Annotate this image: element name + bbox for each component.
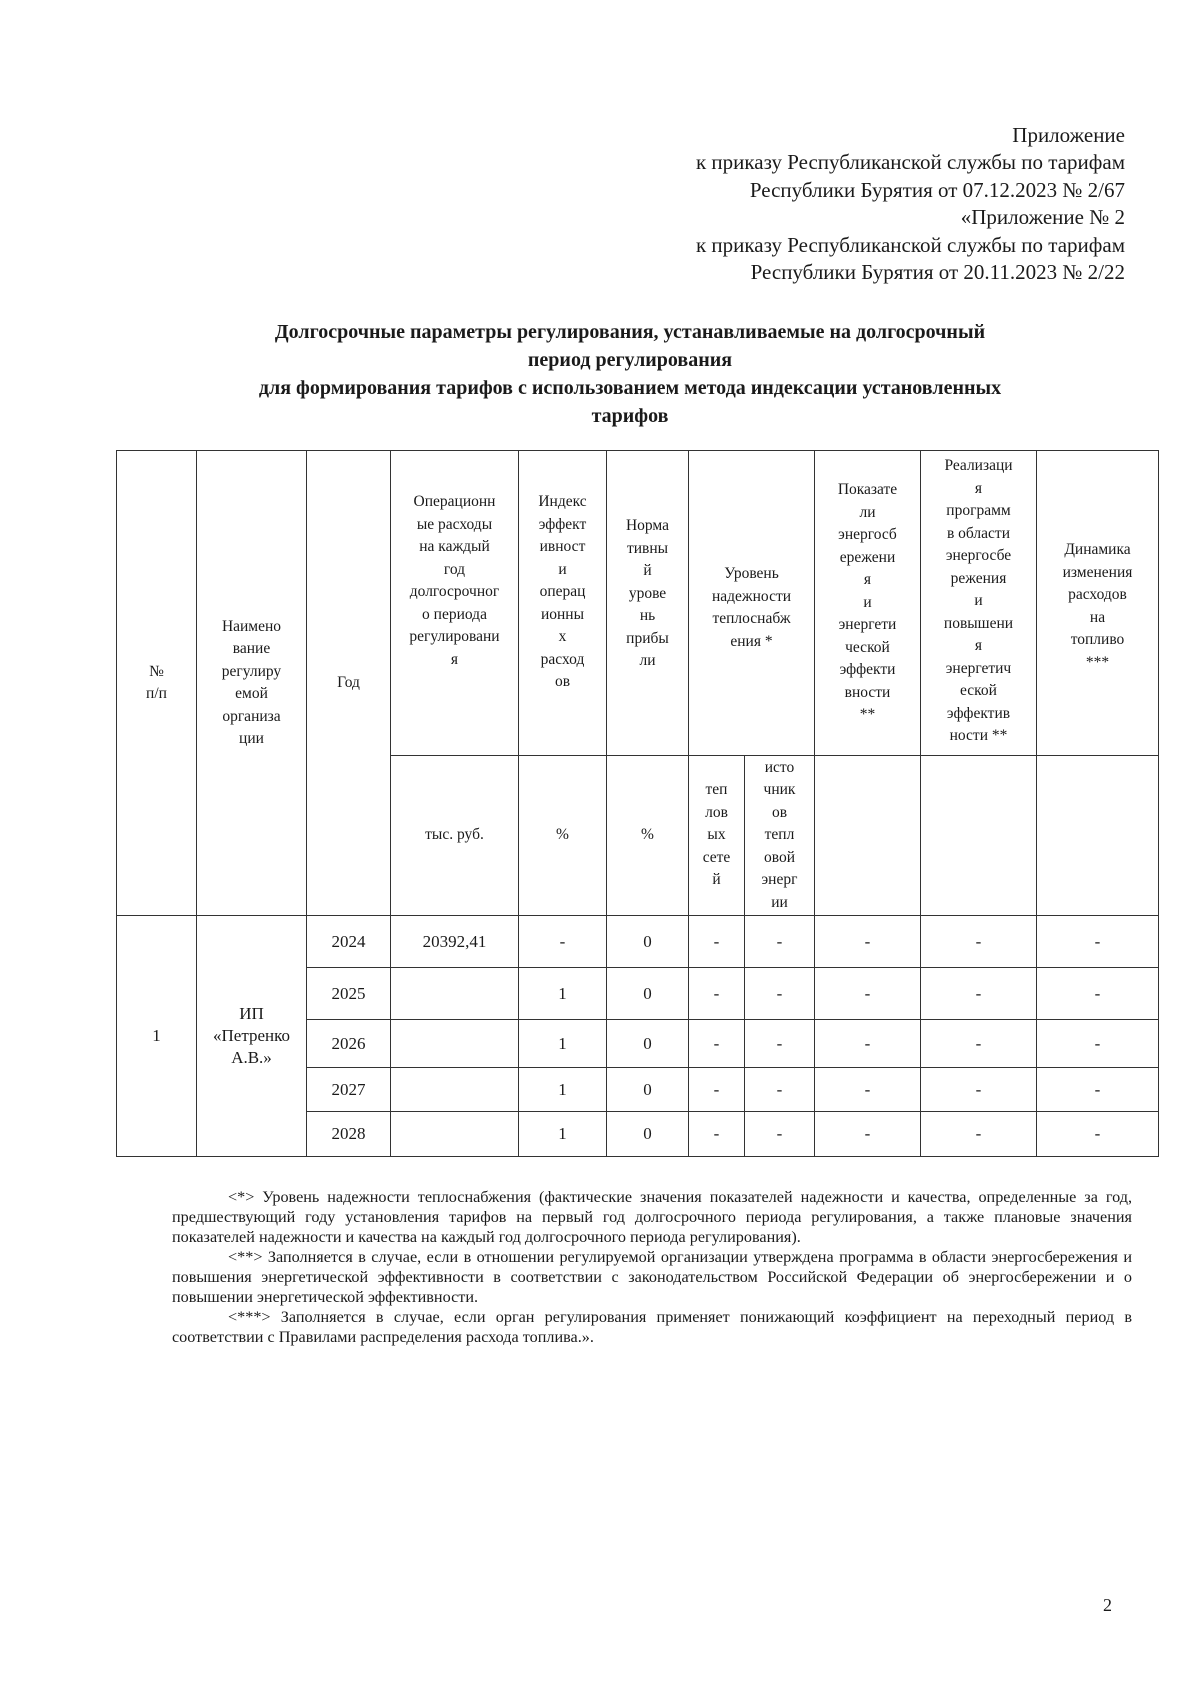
cell-opex: 20392,41 bbox=[391, 916, 519, 968]
unit-eff: % bbox=[519, 756, 607, 916]
cell-profit: 0 bbox=[607, 968, 689, 1020]
header-line: «Приложение № 2 bbox=[960, 205, 1125, 230]
header-program: Реализаци я программ в области энергосбе режения и повышени я энергетич еской эффектив ности ** bbox=[921, 451, 1037, 756]
header-profit-level: Норма тивны й урове нь прибы ли bbox=[607, 451, 689, 756]
cell-program: - bbox=[921, 1020, 1037, 1068]
cell-year: 2024 bbox=[307, 916, 391, 968]
cell-fuel: - bbox=[1037, 916, 1159, 968]
title-line: период регулирования bbox=[527, 349, 733, 371]
cell-program: - bbox=[921, 916, 1037, 968]
footnote: <**> Заполняется в случае, если в отношении регулируемой организации утверждена программа в области энергосбережения и повышения энергетической эффективности в соответствии с законодательством Российской Федерации об энергосбережении и о повышении энергетической эффективности. bbox=[172, 1248, 1132, 1306]
cell-energy: - bbox=[815, 1112, 921, 1157]
cell-eff: 1 bbox=[519, 1020, 607, 1068]
cell-opex bbox=[391, 1068, 519, 1112]
header-line: к приказу Республиканской службы по тарифам bbox=[695, 232, 1125, 257]
cell-program: - bbox=[921, 1068, 1037, 1112]
unit-energy-empty bbox=[815, 756, 921, 916]
cell-fuel: - bbox=[1037, 1020, 1159, 1068]
cell-profit: 0 bbox=[607, 1112, 689, 1157]
cell-src: - bbox=[745, 1068, 815, 1112]
subheader-sources: исто чник ов тепл овой энерг ии bbox=[745, 756, 815, 916]
unit-program-empty bbox=[921, 756, 1037, 916]
cell-fuel: - bbox=[1037, 1068, 1159, 1112]
header-opex: Операционн ые расходы на каждый год долгосрочног о периода регулировани я bbox=[391, 451, 519, 756]
header-line: Приложение bbox=[1012, 123, 1125, 147]
page-number: 2 bbox=[1103, 1595, 1112, 1615]
cell-year: 2027 bbox=[307, 1068, 391, 1112]
unit-opex: тыс. руб. bbox=[391, 756, 519, 916]
header-line: Республики Бурятия от 07.12.2023 № 2/67 bbox=[749, 177, 1125, 202]
header-line: к приказу Республиканской службы по тарифам bbox=[695, 150, 1125, 175]
cell-opex bbox=[391, 968, 519, 1020]
cell-year: 2028 bbox=[307, 1112, 391, 1157]
cell-src: - bbox=[745, 1020, 815, 1068]
unit-profit: % bbox=[607, 756, 689, 916]
cell-opex bbox=[391, 1112, 519, 1157]
cell-src: - bbox=[745, 1112, 815, 1157]
org-number: 1 bbox=[117, 916, 197, 1157]
footnotes bbox=[172, 1187, 1132, 1347]
cell-eff: - bbox=[519, 916, 607, 968]
header-num: № п/п bbox=[117, 451, 197, 916]
parameters-table bbox=[116, 450, 1159, 1157]
header-line: Республики Бурятия от 20.11.2023 № 2/22 bbox=[750, 260, 1125, 285]
cell-program: - bbox=[921, 968, 1037, 1020]
footnote: <*> Уровень надежности теплоснабжения (фактические значения показателей надежности и качества, определенные за год, предшествующий году установления тарифов на первый год долгосрочного периода регулирования, а также плановые значения показателей надежности и качества на каждый год долгосрочного периода регулирования). bbox=[172, 1188, 1132, 1246]
cell-net: - bbox=[689, 1068, 745, 1112]
header-year: Год bbox=[307, 451, 391, 916]
cell-src: - bbox=[745, 968, 815, 1020]
cell-net: - bbox=[689, 1112, 745, 1157]
cell-eff: 1 bbox=[519, 968, 607, 1020]
title-line: тарифов bbox=[591, 405, 669, 427]
appendix-header bbox=[565, 122, 1125, 286]
cell-profit: 0 bbox=[607, 1020, 689, 1068]
cell-profit: 0 bbox=[607, 1068, 689, 1112]
subheader-networks: теп лов ых сете й bbox=[689, 756, 745, 916]
document-title bbox=[160, 318, 1100, 430]
cell-energy: - bbox=[815, 1020, 921, 1068]
header-org-name: Наимено вание регулиру емой организа ции bbox=[197, 451, 307, 916]
cell-eff: 1 bbox=[519, 1068, 607, 1112]
cell-year: 2026 bbox=[307, 1020, 391, 1068]
cell-year: 2025 bbox=[307, 968, 391, 1020]
cell-src: - bbox=[745, 916, 815, 968]
cell-fuel: - bbox=[1037, 968, 1159, 1020]
cell-net: - bbox=[689, 968, 745, 1020]
header-efficiency-index: Индекс эффект ивност и операц ионны х расход ов bbox=[519, 451, 607, 756]
cell-fuel: - bbox=[1037, 1112, 1159, 1157]
cell-net: - bbox=[689, 1020, 745, 1068]
cell-opex bbox=[391, 1020, 519, 1068]
cell-energy: - bbox=[815, 1068, 921, 1112]
org-name: ИП «Петренко А.В.» bbox=[197, 916, 307, 1157]
cell-program: - bbox=[921, 1112, 1037, 1157]
cell-energy: - bbox=[815, 968, 921, 1020]
cell-eff: 1 bbox=[519, 1112, 607, 1157]
title-line: Долгосрочные параметры регулирования, устанавливаемые на долгосрочный bbox=[274, 321, 986, 343]
cell-net: - bbox=[689, 916, 745, 968]
header-fuel-dynamics: Динамика изменения расходов на топливо *** bbox=[1037, 451, 1159, 756]
cell-profit: 0 bbox=[607, 916, 689, 968]
header-reliability: Уровень надежности теплоснабж ения * bbox=[689, 451, 815, 756]
title-line: для формирования тарифов с использованием метода индексации установленных bbox=[258, 377, 1002, 399]
footnote: <***> Заполняется в случае, если орган регулирования применяет понижающий коэффициент на переходный период в соответствии с Правилами распределения расхода топлива.». bbox=[172, 1308, 1132, 1346]
table-row bbox=[117, 916, 1159, 968]
cell-energy: - bbox=[815, 916, 921, 968]
unit-fuel-empty bbox=[1037, 756, 1159, 916]
header-energy-indicators: Показате ли энергосб ережени я и энергети ческой эффекти вности ** bbox=[815, 451, 921, 756]
